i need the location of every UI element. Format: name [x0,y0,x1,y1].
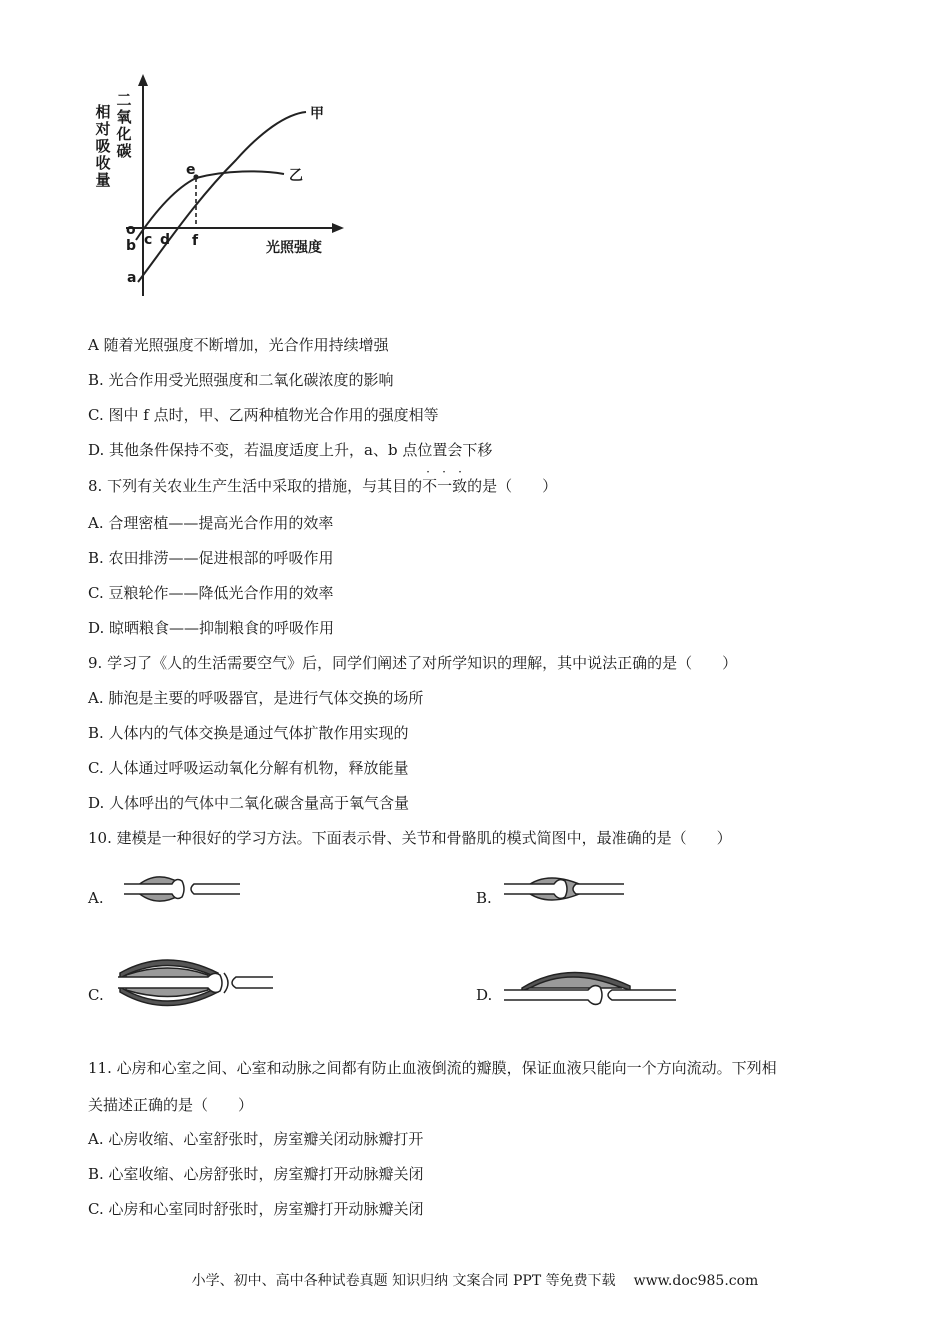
q8-option-d: D. 晾晒粮食——抑制粮食的呼吸作用 [88,619,335,637]
y-axis-label [94,91,132,189]
q11-stem-line1: 11. 心房和心室之间、心室和动脉之间都有防止血液倒流的瓣膜，保证血液只能向一个方向流动。下列相 [88,1059,777,1077]
series-jia-label: 甲 [310,106,324,122]
q11-option-b: B. 心室收缩、心房舒张时，房室瓣打开动脉瓣关闭 [88,1165,424,1183]
series-yi-curve [136,171,284,240]
series-yi-label: 乙 [289,168,303,184]
q8-stem-after: 的是（ ） [467,477,558,495]
q8-stem [88,465,558,496]
q7-option-d: D. 其他条件保持不变，若温度适度上升，a、b 点位置会下移 [88,441,493,459]
q7-option-a: A 随着光照强度不断增加，光合作用持续增强 [88,336,389,354]
q8-emphasis: · · · 不一致 [422,465,468,495]
label-b: b [126,238,137,254]
q9-stem: 9. 学习了《人的生活需要空气》后，同学们阐述了对所学知识的理解，其中说法正确的是（ ） [88,654,738,672]
label-o: o [126,222,136,238]
q11-option-c: C. 心房和心室同时舒张时，房室瓣打开动脉瓣关闭 [88,1200,424,1218]
q7-option-b: B. 光合作用受光照强度和二氧化碳浓度的影响 [88,371,394,389]
q8-option-b: B. 农田排涝——促进根部的呼吸作用 [88,549,334,567]
q11-option-a: A. 心房收缩、心室舒张时，房室瓣关闭动脉瓣打开 [88,1130,424,1148]
y-axis-label-col1: 相对吸收量 [95,103,111,189]
co2-absorption-graph [86,70,366,305]
q9-option-c: C. 人体通过呼吸运动氧化分解有机物，释放能量 [88,759,409,777]
x-axis-arrow [332,223,344,233]
q9-option-a: A. 肺泡是主要的呼吸器官，是进行气体交换的场所 [88,689,424,707]
y-axis-label-col2: 二氧化碳 [116,91,132,160]
q9-option-d: D. 人体呼出的气体中二氧化碳含量高于氧气含量 [88,794,410,812]
q11-stem-line2: 关描述正确的是（ ） [88,1096,254,1114]
q10-model-d [500,958,680,1020]
x-axis-label: 光照强度 [266,240,322,256]
series-jia-curve [138,112,306,282]
q10-label-a: A. [88,889,104,907]
label-d: d [160,232,171,248]
q8-option-a: A. 合理密植——提高光合作用的效率 [88,514,334,532]
q10-label-c: C. [88,986,104,1004]
footer-text: 小学、初中、高中各种试卷真题 知识归纳 文案合同 PPT 等免费下载 [191,1273,616,1289]
q10-label-d: D. [476,986,493,1004]
label-e: e [186,162,196,178]
q7-option-c: C. 图中 f 点时，甲、乙两种植物光合作用的强度相等 [88,406,439,424]
footer-url[interactable]: www.doc985.com [633,1273,759,1289]
q8-option-c: C. 豆粮轮作——降低光合作用的效率 [88,584,334,602]
q10-model-a [108,865,243,913]
q10-label-b: B. [476,889,492,907]
q9-option-b: B. 人体内的气体交换是通过气体扩散作用实现的 [88,724,409,742]
q10-model-c [108,945,283,1020]
label-f: f [192,233,199,249]
q8-stem-before: 8. 下列有关农业生产生活中采取的措施，与其目的 [88,477,423,495]
y-axis-arrow [138,74,148,86]
label-c: c [144,232,153,248]
q10-stem: 10. 建模是一种很好的学习方法。下面表示骨、关节和骨骼肌的模式简图中，最准确的是（ ） [88,829,732,847]
label-a: a [127,270,137,286]
page-footer [0,1271,950,1291]
q10-model-b [496,865,631,913]
